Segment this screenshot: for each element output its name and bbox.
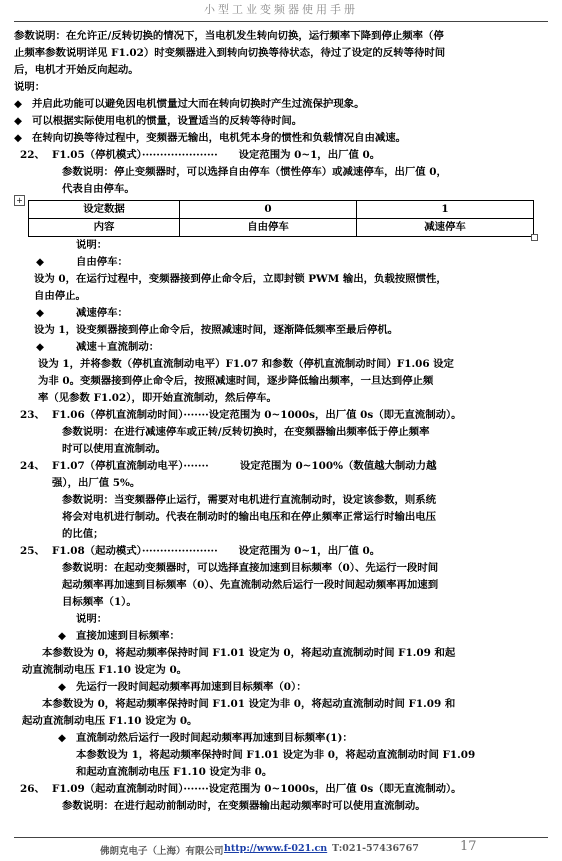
body-text: 设为 1，设变频器接到停止命令后，按照减速时间，逐渐降低频率至最后停机。	[34, 324, 399, 336]
list-item: ◆ 并启此功能可以避免因电机惯量过大而在转向切换时产生过流保护现象。	[14, 96, 548, 113]
page-header: 小型工业变频器使用手册	[204, 3, 358, 16]
param-desc: 参数说明：在进行起动前制动时，在变频器输出起动频率时可以使用直流制动。	[62, 800, 426, 812]
phone-number: T:021-57436767	[332, 843, 419, 854]
table-cell: 0	[180, 201, 357, 219]
param-desc: 代表自由停车。	[62, 183, 135, 195]
list-item: ◆ 减速停车：	[14, 305, 548, 322]
table-cell: 1	[357, 201, 534, 219]
note-label: 说明：	[14, 81, 46, 93]
list-item: ◆ 在转向切换等待过程中，变频器无输出，电机凭本身的惯性和负载情况自由减速。	[14, 130, 548, 147]
body-text: 起动直流制动电压 F1.10 设定为 0。	[22, 715, 198, 727]
body-text: 自由停止。	[34, 290, 86, 302]
body-text: 设为 1，并将参数（停机直流制动电平）F1.07 和参数（停机直流制动时间）F1.06 设定	[38, 358, 454, 370]
list-item: ◆ 直流制动然后运行一段时间起动频率再加速到目标频率(1)：	[14, 730, 548, 747]
body-text: 率（见参数 F1.02），即开始直流制动，然后停车。	[38, 392, 277, 404]
diamond-bullet-icon: ◆	[36, 341, 44, 353]
param-desc: 参数说明：停止变频器时，可以选择自由停车（惯性停车）或减速停车，出厂值 0，	[62, 166, 447, 178]
intro-line: 止频率参数说明详见 F1.02）时变频器进入到转向切换等待状态，待过了设定的反转等待时间	[14, 47, 446, 59]
intro-line: 后，电机才开始反向起动。	[14, 64, 139, 76]
param-23-heading: 23、 F1.06（停机直流制动时间）·······设定范围为 0~1000s，出厂值 0s（即无直流制动）。	[20, 409, 462, 421]
param-24-heading: 24、 F1.07（停机直流制动电平）······· 设定范围为 0~100%（数值越大制动力越	[20, 460, 437, 472]
header-divider	[14, 21, 548, 22]
diamond-bullet-icon: ◆	[58, 732, 66, 744]
table-row	[29, 201, 534, 219]
param-desc: 起动频率再加速到目标频率（0）、先直流制动然后运行一段时间起动频率再加速到	[62, 579, 439, 591]
stop-mode-table	[16, 196, 534, 237]
body-text: 本参数设为 0，将起动频率保持时间 F1.01 设定为 0，将起动直流制动时间 F1.09 和起	[42, 647, 456, 659]
param-desc: 目标频率（1）。	[62, 596, 137, 608]
param-desc: 参数说明：当变频器停止运行，需要对电机进行直流制动时，设定该参数，则系统	[62, 494, 437, 506]
page-footer	[0, 837, 562, 861]
param-desc: 参数说明：在进行减速停车或正转/反转切换时，在变频器输出频率低于停止频率	[62, 426, 430, 438]
table-cell: 自由停车	[180, 219, 357, 237]
body-text: 动直流制动电压 F1.10 设定为 0。	[22, 664, 188, 676]
website-link[interactable]: http://www.f-021.cn	[224, 843, 328, 854]
diamond-bullet-icon: ◆	[14, 132, 22, 144]
diamond-bullet-icon: ◆	[14, 98, 22, 110]
param-desc: 强），出厂值 5%。	[52, 477, 141, 489]
param-desc: 的比值；	[62, 528, 104, 540]
intro-line: 参数说明：在允许正/反转切换的情况下，当电机发生转向切换，运行频率下降到停止频率（停	[14, 30, 444, 42]
manual-content	[14, 28, 548, 815]
table-cell: 减速停车	[357, 219, 534, 237]
param-desc: 将会对电机进行制动。代表在制动时的输出电压和在停止频率正常运行时输出电压	[62, 511, 437, 523]
list-item: ◆ 可以根据实际使用电机的惯量，设置适当的反转等待时间。	[14, 113, 548, 130]
diamond-bullet-icon: ◆	[36, 256, 44, 268]
list-item: ◆ 减速＋直流制动：	[14, 339, 548, 356]
body-text: 和起动直流制动电压 F1.10 设定为非 0。	[76, 766, 273, 778]
note-label: 说明：	[76, 613, 108, 625]
diamond-bullet-icon: ◆	[58, 630, 66, 642]
list-item: ◆ 先运行一段时间起动频率再加速到目标频率（0）：	[14, 679, 548, 696]
param-22-heading: 22、 F1.05（停机模式）····················· 设定范围为 0~1，出厂值 0。	[20, 149, 381, 161]
list-item: ◆ 直接加速到目标频率：	[14, 628, 548, 645]
company-name: 佛朗克电子（上海）有限公司	[100, 846, 224, 857]
diamond-bullet-icon: ◆	[14, 115, 22, 127]
diamond-bullet-icon: ◆	[36, 307, 44, 319]
param-25-heading: 25、 F1.08（起动模式）····················· 设定范围为 0~1，出厂值 0。	[20, 545, 381, 557]
table-cell: 内容	[29, 219, 180, 237]
page-number: 17	[460, 839, 477, 854]
table-row	[29, 219, 534, 237]
body-text: 本参数设为 1，将起动频率保持时间 F1.01 设定为非 0，将起动直流制动时间 F1.09	[76, 749, 476, 761]
body-text: 本参数设为 0，将起动频率保持时间 F1.01 设定为非 0，将起动直流制动时间 F1.09 和	[42, 698, 456, 710]
table-resize-handle[interactable]	[531, 234, 538, 241]
diamond-bullet-icon: ◆	[58, 681, 66, 693]
list-item: ◆ 自由停车：	[14, 254, 548, 271]
note-label: 说明：	[76, 239, 108, 251]
table-move-handle-icon[interactable]: +	[14, 195, 25, 206]
param-26-heading: 26、 F1.09（起动直流制动时间）·······设定范围为 0~1000s，出厂值 0s（即无直流制动）。	[20, 783, 462, 795]
table-cell: 设定数据	[29, 201, 180, 219]
body-text: 设为 0，在运行过程中，变频器接到停止命令后，立即封锁 PWM 输出，负载按照惯性，	[34, 273, 447, 285]
param-desc: 时可以使用直流制动。	[62, 443, 166, 455]
footer-divider	[14, 837, 548, 838]
body-text: 为非 0。变频器接到停止命令后，按照减速时间，逐步降低输出频率，一旦达到停止频	[38, 375, 434, 387]
param-desc: 参数说明：在起动变频器时，可以选择直接加速到目标频率（0）、先运行一段时间	[62, 562, 439, 574]
